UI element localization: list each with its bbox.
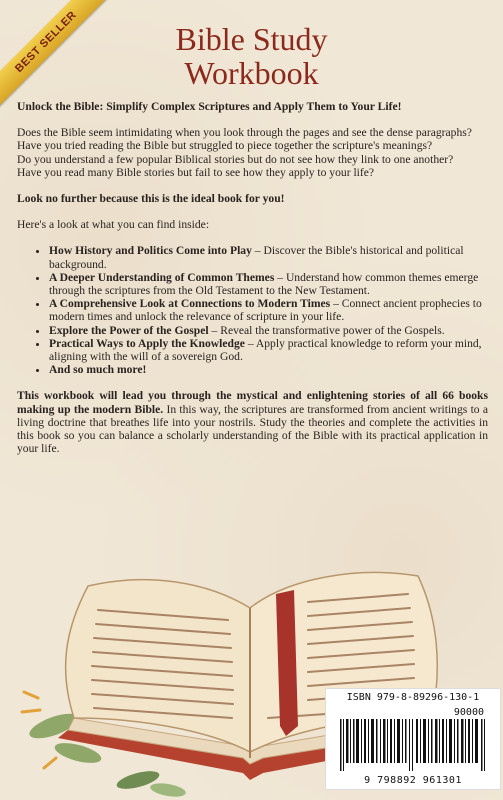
feature-description: – Apply practical knowledge to reform your mind, aligning with the will of a sovereign God. <box>49 336 482 364</box>
feature-item <box>49 271 488 297</box>
barcode-bars <box>334 719 492 771</box>
back-cover-text <box>17 100 488 468</box>
best-seller-badge <box>0 0 120 120</box>
best-seller-label: BEST SELLER <box>0 0 111 107</box>
feature-title: Explore the Power of the Gospel <box>49 323 209 337</box>
book-title-line-2: Workbook <box>184 55 319 91</box>
book-title-line-1: Bible Study <box>175 21 328 57</box>
subtitle: Unlock the Bible: Simplify Complex Scriptures and Apply Them to Your Life! <box>17 100 402 113</box>
question-list <box>17 126 488 179</box>
feature-title: Practical Ways to Apply the Knowledge <box>49 336 245 350</box>
price-code: 90000 <box>453 707 484 718</box>
feature-description: – Reveal the transformative power of the Gospels. <box>208 323 445 337</box>
question-2: Have you tried reading the Bible but struggled to piece together the scripture's meanings? <box>17 139 433 153</box>
feature-title: And so much more! <box>49 363 147 377</box>
feature-item <box>49 337 488 363</box>
feature-item <box>49 244 488 270</box>
look-further-heading: Look no further because this is the ideal book for you! <box>17 192 285 206</box>
barcode-panel <box>325 688 501 790</box>
feature-item <box>49 324 488 337</box>
feature-description: – Understand how common themes emerge through the scriptures from the Old Testament to the New Testament. <box>49 270 479 298</box>
intro-text: Here's a look at what you can find inside: <box>17 218 210 232</box>
question-4: Have you read many Bible stories but fail to see how they apply to your life? <box>17 165 375 179</box>
feature-item <box>49 363 488 376</box>
barcode-digits: 9 798892 961301 <box>364 775 462 786</box>
closing-paragraph <box>17 389 488 455</box>
question-3: Do you understand a few popular Biblical stories but do not see how they link to one another? <box>17 152 454 166</box>
closing-bold: This workbook will lead you through the mystical and enlightening stories of all 66 books making up the modern Bible. <box>17 389 488 416</box>
feature-list <box>17 244 488 376</box>
feature-title: A Comprehensive Look at Connections to Modern Times <box>49 297 331 311</box>
isbn-label: ISBN 979-8-89296-130-1 <box>346 692 480 703</box>
feature-title: How History and Politics Come into Play <box>49 244 252 258</box>
feature-description: – Discover the Bible's historical and political background. <box>49 244 464 271</box>
closing-text: In this way, the scriptures are transformed from ancient writings to a living doctrine that breathes life into your nostrils. Study the theories and complete the activities in this book so you can balance a scholarly understanding of the Bible with its practical application in your life. <box>17 402 489 456</box>
feature-title: A Deeper Understanding of Common Themes <box>49 270 275 284</box>
question-1: Does the Bible seem intimidating when you look through the pages and see the dense paragraphs? <box>17 126 472 140</box>
feature-item <box>49 297 488 323</box>
feature-description: – Connect ancient prophecies to modern times and unlock the relevance of scripture in your life. <box>49 297 482 324</box>
